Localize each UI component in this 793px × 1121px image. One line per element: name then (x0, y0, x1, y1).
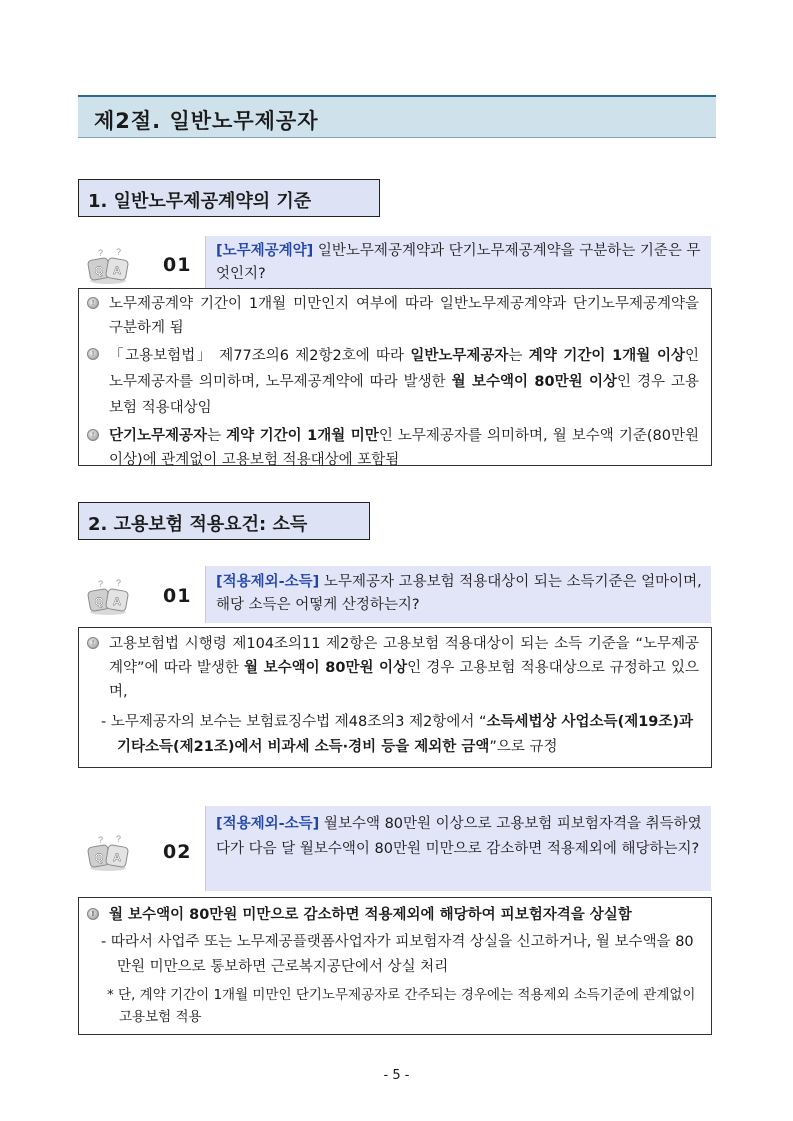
question-box (205, 566, 711, 623)
qa-icon-q: Q (94, 265, 104, 277)
svg-text:?: ? (98, 835, 104, 845)
answer-text: 는 (207, 428, 227, 444)
question-text: 노무제공자 고용보험 적용대상이 되는 소득기준은 얼마이며, 해당 소득은 어떻게 산정하는지? (216, 574, 702, 613)
section-title-2: 2. 고용보험 적용요건: 소득 (78, 502, 370, 540)
question-tag: [노무제공계약] (216, 243, 314, 259)
answer-text: 노무제공계약 기간이 1개월 미만인지 여부에 따라 일반노무제공계약과 단기노무제공계약을 구분하게 됨 (109, 296, 699, 336)
answer-text: 인 노무제공자를 의미하며, 월 보수액 기준(80만원 이상)에 관계없이 고용보험 적용대상에 포함됨 (109, 428, 699, 468)
qa-icon (86, 830, 130, 874)
emphasis-text: 단기노무제공자 (109, 428, 208, 444)
answer-subitem (79, 710, 711, 760)
question-tag: [적용제외-소득] (216, 816, 320, 832)
svg-text:?: ? (116, 834, 122, 844)
answer-box (78, 288, 712, 466)
answer-text: 인 경우 고용보험 적용대상으로 규정하고 있으며, (109, 660, 699, 700)
answer-text: 고용보험법 시행령 제104조의11 제2항은 고용보험 적용대상이 되는 소득 기준을 “노무제공계약”에 따라 발생한 (109, 636, 699, 676)
bullet-icon: ! (87, 908, 99, 920)
qa-icon (86, 574, 130, 618)
chapter-title: 제2절. 일반노무제공자 (78, 95, 716, 138)
answer-subitem: - 따라서 사업주 또는 노무제공플랫폼사업자가 피보험자격 상실을 신고하거나, 월 보수액을 80만원 미만으로 통보하면 근로복지공단에서 상실 처리 (101, 934, 694, 975)
question-number: 02 (163, 841, 192, 863)
bullet-icon: ! (87, 297, 99, 309)
answer-item (79, 424, 711, 472)
answer-text: 인 노무제공자를 의미하며, 노무제공계약에 따라 발생한 (109, 348, 699, 390)
answer-box (78, 627, 712, 768)
qa-icon-a: A (113, 852, 121, 864)
question-text: 월보수액 80만원 이상으로 고용보험 피보험자격을 취득하였다가 다음 달 월보수액이 80만원 미만으로 감소하면 적용제외에 해당하는지? (216, 816, 702, 857)
emphasis-text: 계약 기간이 1개월 이상 (528, 348, 685, 364)
answer-item (79, 903, 711, 927)
svg-text:?: ? (98, 248, 104, 258)
bullet-icon: ! (87, 429, 99, 441)
answer-box (78, 897, 712, 1035)
page-number: - 5 - (383, 1068, 410, 1083)
qa-icon-q: Q (94, 596, 104, 608)
answer-item (79, 292, 711, 340)
svg-text:?: ? (98, 579, 104, 589)
qa-icon-a: A (113, 596, 121, 608)
answer-item (79, 632, 711, 704)
qa-icon-a: A (113, 265, 121, 277)
answer-text: - 노무제공자의 보수는 보험료징수법 제48조의3 제2항에서 “ (101, 714, 487, 730)
svg-text:?: ? (116, 247, 122, 257)
answer-item (79, 343, 711, 421)
answer-text: 인 경우 고용보험 적용대상임 (109, 374, 699, 416)
question-text: 일반노무제공계약과 단기노무제공계약을 구분하는 기준은 무엇인지? (216, 243, 701, 282)
section-title-1: 1. 일반노무제공계약의 기준 (78, 179, 380, 217)
question-number: 01 (163, 585, 192, 607)
answer-text: 월 보수액이 80만원 미만으로 감소하면 적용제외에 해당하여 피보험자격을 상실함 (109, 907, 632, 923)
qa-icon-q: Q (94, 852, 104, 864)
question-tag: [적용제외-소득] (216, 574, 320, 590)
answer-text: 는 (508, 348, 529, 364)
answer-note: * 단, 계약 기간이 1개월 미만인 단기노무제공자로 간주되는 경우에는 적용제외 소득기준에 관계없이 고용보험 적용 (107, 987, 696, 1025)
qa-icon (86, 243, 130, 287)
answer-text: ”으로 규정 (489, 739, 558, 755)
question-box (205, 236, 711, 288)
emphasis-text: 월 보수액이 80만원 이상 (244, 660, 408, 676)
emphasis-text: 월 보수액이 80만원 이상 (451, 374, 618, 390)
emphasis-text: 일반노무제공자 (410, 348, 509, 364)
bullet-icon: ! (87, 637, 99, 649)
answer-text: 「고용보험법」 제77조의6 제2항2호에 따라 (109, 348, 411, 364)
emphasis-text: 소득세법상 사업소득(제19조)과 기타소득(제21조)에서 비과세 소득·경비 등을 제외한 금액 (117, 714, 694, 755)
question-box (205, 806, 711, 891)
emphasis-text: 계약 기간이 1개월 미만 (226, 428, 379, 444)
bullet-icon: ! (87, 348, 99, 360)
svg-text:?: ? (116, 578, 122, 588)
question-number: 01 (163, 254, 192, 276)
